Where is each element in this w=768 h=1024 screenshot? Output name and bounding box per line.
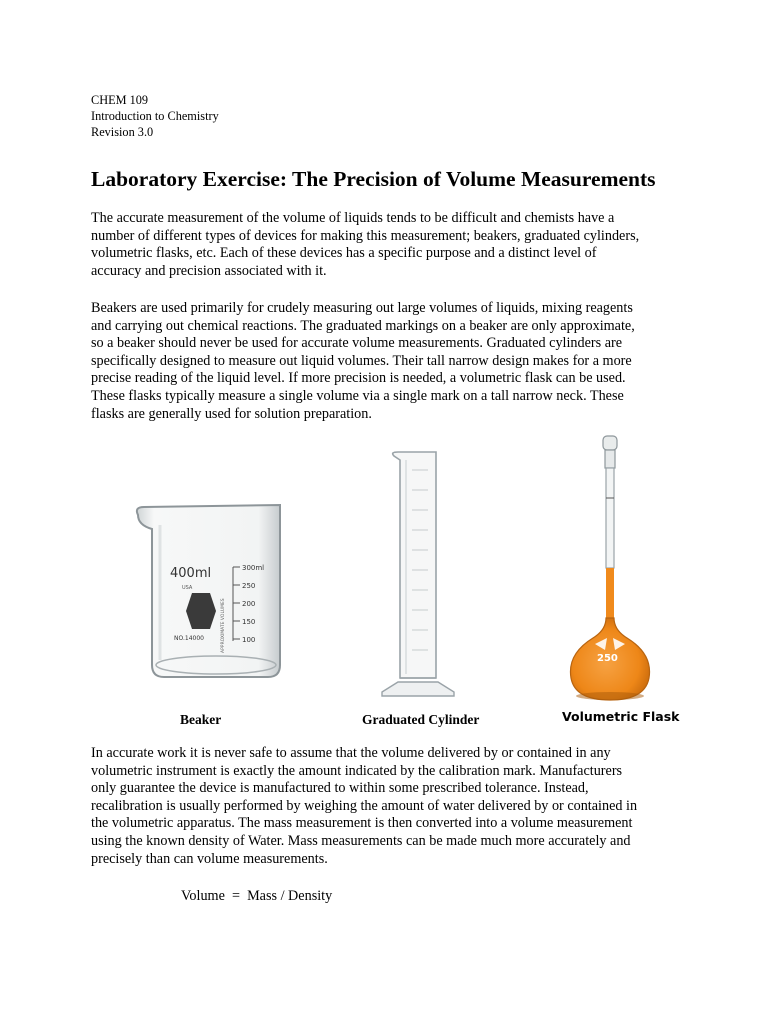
flask-caption: Volumetric Flask <box>562 709 680 724</box>
beaker-scale-mark: 250 <box>242 582 256 590</box>
page-title: Laboratory Exercise: The Precision of Volume Measurements <box>91 167 656 191</box>
intro-paragraph <box>91 210 691 280</box>
text-line: precisely than can volume measurements. <box>91 850 328 867</box>
cylinder-caption: Graduated Cylinder <box>362 712 480 727</box>
beaker-scale-mark: 150 <box>242 618 256 626</box>
beaker-scale-mark: 200 <box>242 600 256 608</box>
hexagon-logo <box>186 593 216 629</box>
beaker-caption: Beaker <box>180 712 222 727</box>
text-line: recalibration is usually performed by weighing the amount of water delivered by or contained in <box>91 797 638 814</box>
text-line: Beakers are used primarily for crudely measuring out large volumes of liquids, mixing reagents <box>91 300 633 316</box>
text-line: accuracy and precision associated with it. <box>91 262 327 279</box>
text-line: using the known density of Water. Mass measurements can be made much more accurately and <box>91 832 631 849</box>
beaker-image <box>130 495 290 685</box>
text-line: flasks are generally used for solution preparation. <box>91 405 372 422</box>
beaker-scale-mark: 100 <box>242 636 256 644</box>
volume-formula: Volume = Mass / Density <box>181 888 333 904</box>
beaker-volume-label: 400ml <box>170 566 212 581</box>
text-line: volumetric flasks, etc. Each of these devices has a specific purpose and a distinct level of <box>91 245 597 262</box>
text-line: the volumetric apparatus. The mass measurement is then converted into a volume measurement <box>91 815 633 832</box>
document-header <box>91 92 219 140</box>
calibration-paragraph <box>91 745 691 868</box>
course-title: Introduction to Chemistry <box>91 109 219 123</box>
text-line: so a beaker should never be used for accurate volume measurements. Graduated cylinders are <box>91 335 623 352</box>
beaker-side-label: APPROXIMATE VOLUMES <box>221 598 226 653</box>
flask-volume-label: 250 <box>597 653 618 664</box>
beaker-scale-mark: 300ml <box>242 564 265 572</box>
course-code: CHEM 109 <box>91 93 149 107</box>
text-line: volumetric instrument is exactly the amount indicated by the calibration mark. Manufacturers <box>91 762 623 779</box>
text-line: The accurate measurement of the volume of liquids tends to be difficult and chemists have a <box>91 210 615 226</box>
devices-paragraph <box>91 300 691 423</box>
volumetric-flask-image <box>565 434 655 706</box>
beaker-brand-label: USA <box>182 585 193 591</box>
beaker-model-label: NO.14000 <box>174 635 204 642</box>
text-line: specifically designed to measure out liquid volumes. Their tall narrow design makes for a more <box>91 352 632 369</box>
text-line: only guarantee the device is manufactured to within some prescribed tolerance. Instead, <box>91 780 589 797</box>
text-line: precise reading of the liquid level. If more precision is needed, a volumetric flask can be used. <box>91 370 626 387</box>
text-line: number of different types of devices for making this measurement; beakers, graduated cylinders, <box>91 227 640 244</box>
text-line: and carrying out chemical reactions. The graduated markings on a beaker are only approximate, <box>91 317 635 334</box>
revision: Revision 3.0 <box>91 125 154 139</box>
graduated-cylinder-image <box>378 450 458 700</box>
text-line: In accurate work it is never safe to assume that the volume delivered by or contained in any <box>91 745 611 761</box>
text-line: These flasks typically measure a single volume via a single mark on a tall narrow neck. These <box>91 387 624 404</box>
